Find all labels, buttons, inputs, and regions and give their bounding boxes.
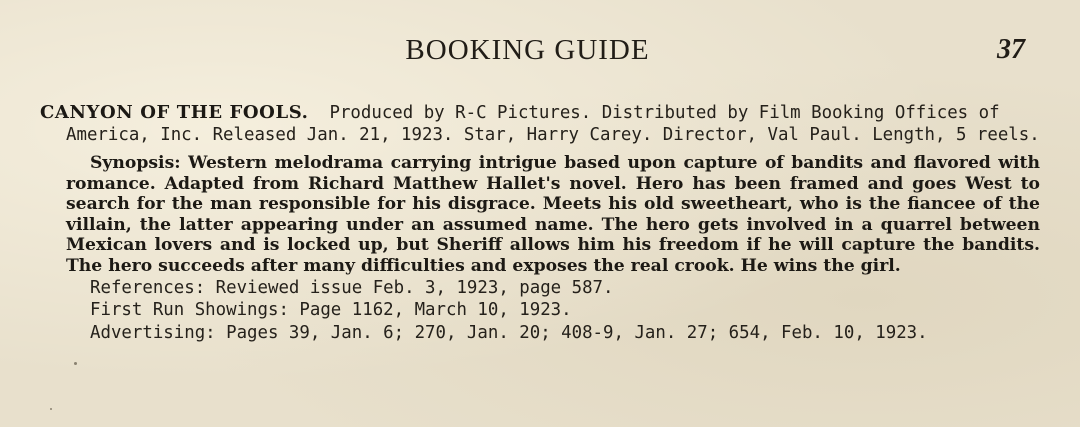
film-title: CANYON OF THE FOOLS. [40, 102, 309, 123]
advertising-line: Advertising: Pages 39, Jan. 6; 270, Jan. 20; 408-9, Jan. 27; 654, Feb. 10, 1923. [90, 322, 928, 343]
page-title: BOOKING GUIDE [405, 34, 650, 66]
film-references-block [40, 277, 1040, 345]
film-entry [40, 102, 1040, 344]
paper-speck [50, 408, 52, 410]
references-line: References: Reviewed issue Feb. 3, 1923, page 587. [90, 277, 614, 298]
film-credits-paragraph [40, 102, 1040, 146]
paper-speck [74, 362, 77, 365]
first-run-line: First Run Showings: Page 1162, March 10, 1923. [90, 300, 572, 321]
film-synopsis: Synopsis: Western melodrama carrying intrigue based upon capture of bandits and flavored with romance. Adapted from Richard Matthew Hallet's novel. Hero has been framed and goes West to search for the man responsible for his disgrace. Meets his old sweetheart, who is the fiancee of the villain, the latter appearing under an assumed name. The hero gets involved in a quarrel between Mexican lovers and is locked up, but Sheriff allows him his freedom if he will capture the bandits. The hero succeeds after many difficulties and exposes the real crook. He wins the girl. [66, 153, 1040, 276]
page-number: 37 [997, 34, 1025, 65]
film-credits: Produced by R-C Pictures. Distributed by Film Booking Offices of America, Inc. Released Jan. 21, 1923. Star, Harry Carey. Director, Val Paul. Length, 5 reels. [66, 103, 1040, 145]
page-header [0, 34, 1080, 70]
